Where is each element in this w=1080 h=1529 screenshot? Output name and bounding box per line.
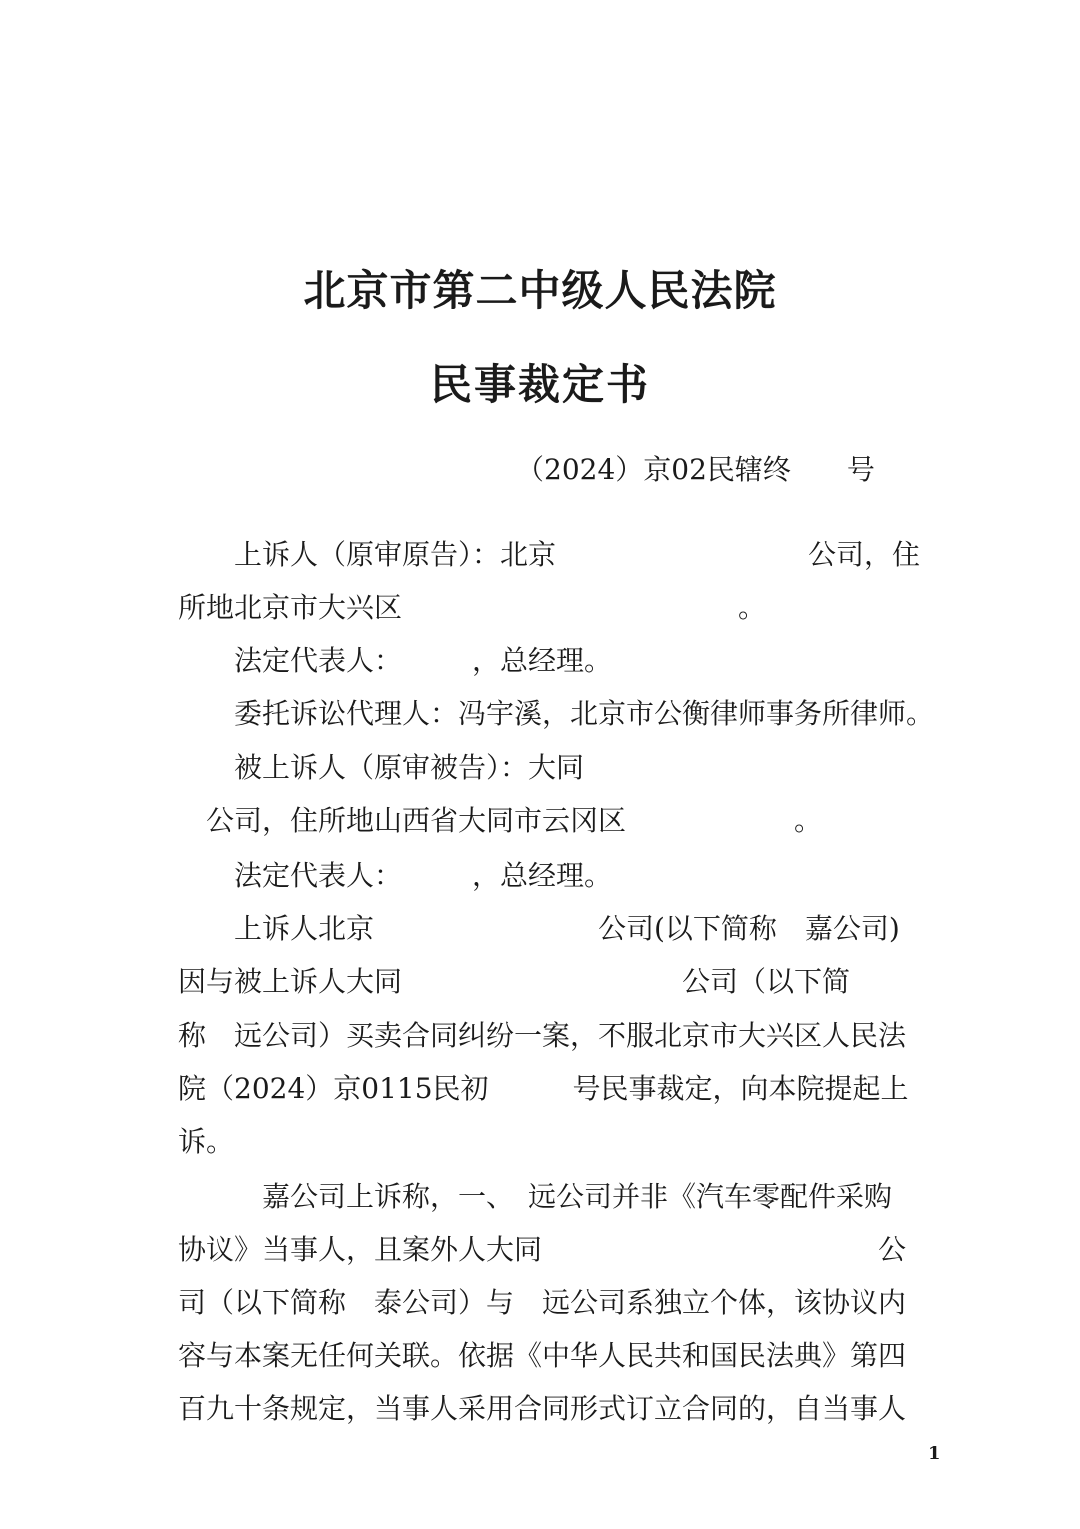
text-line: 因与被上诉人大同 公司（以下简 (178, 965, 851, 998)
court-name: 北京市第二中级人民法院 (303, 266, 777, 315)
text-line: 称 远公司）买卖合同纠纷一案，不服北京市大兴区人民法 (178, 1019, 907, 1052)
text-line: 法定代表人： ，总经理。 (234, 644, 613, 677)
text-line: 公司，住所地山西省大同市云冈区 。 (206, 804, 823, 837)
text-line: 容与本案无任何关联。依据《中华人民共和国民法典》第四 (178, 1339, 907, 1372)
text-line: 被上诉人（原审被告）：大同 (234, 751, 585, 784)
text-line: 院（2024）京0115民初 号民事裁定，向本院提起上 (178, 1072, 909, 1105)
page-number: 1 (928, 1443, 941, 1464)
text-line: 上诉人（原审原告）：北京 公司，住 (234, 538, 921, 571)
text-line: 委托诉讼代理人：冯宇溪，北京市公衡律师事务所律师。 (234, 697, 935, 730)
text-line: 所地北京市大兴区 。 (178, 591, 767, 624)
text-line: 司（以下简称 泰公司）与 远公司系独立个体，该协议内 (178, 1286, 907, 1319)
case-number: （2024）京02民辖终 号 (516, 453, 875, 486)
text-line: 法定代表人： ，总经理。 (234, 859, 613, 892)
text-line: 协议》当事人，且案外人大同 公 (178, 1233, 907, 1266)
text-line: 嘉公司上诉称，一、 远公司并非《汽车零配件采购 (262, 1180, 893, 1213)
text-line: 上诉人北京 公司(以下简称 嘉公司) (234, 912, 900, 945)
text-line: 诉。 (178, 1125, 235, 1158)
document-type: 民事裁定书 (429, 360, 650, 409)
text-line: 百九十条规定，当事人采用合同形式订立合同的，自当事人 (178, 1392, 907, 1425)
